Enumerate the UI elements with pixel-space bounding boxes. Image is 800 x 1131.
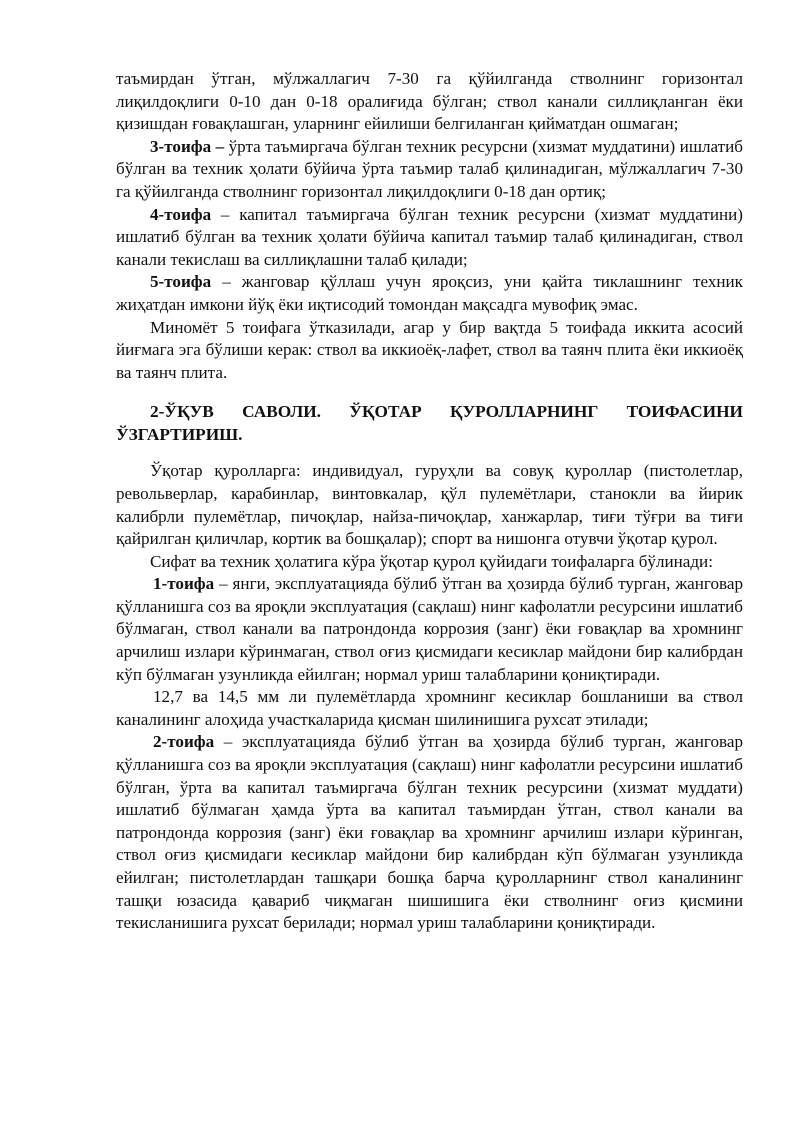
paragraph-category-3 bbox=[116, 136, 743, 204]
category-3-label: 3-тоифа – bbox=[150, 136, 225, 156]
category-2-label: 2-тоифа bbox=[153, 732, 215, 752]
paragraph-mortar: Миномёт 5 тоифага ўтказилади, агар у бир вақтда 5 тоифада иккита асосий йиғмага эга бўлиши керак: ствол ва иккиоёқ-лафет, ствол ва таянч плита ёки иккиоёқ ва таянч плита. bbox=[116, 317, 743, 382]
paragraph-category-4 bbox=[116, 204, 743, 272]
paragraph-category-2 bbox=[116, 731, 743, 934]
category-4-label: 4-тоифа bbox=[150, 204, 212, 224]
paragraph-category-1 bbox=[116, 573, 743, 686]
category-5-label: 5-тоифа bbox=[150, 272, 212, 292]
section-heading: 2-ЎҚУВ САВОЛИ. ЎҚОТАР ҚУРОЛЛАРНИНГ ТОИФАСИНИ ЎЗГАРТИРИШ. bbox=[116, 402, 743, 445]
category-1-label: 1-тоифа bbox=[153, 574, 215, 594]
paragraph-category-5 bbox=[116, 271, 743, 316]
category-3-text: ўрта таъмиргача бўлган техник ресурсни (хизмат муддатини) ишлатиб бўлган ва техник ҳолати бўйича ўрта таъмир талаб қилинадиган, мўлжаллагич 7-30 га қўйилганда стволнинг горизонтал лиқилдоқлиги 0-18 дан ортиқ; bbox=[116, 136, 743, 201]
category-1-text: – янги, эксплуатацияда бўлиб ўтган ва ҳозирда бўлиб турган, жанговар қўлланишга соз ва яроқли эксплуатация (сақлаш) нинг кафолатли ресурсини ишлатиб бўлмаган, ствол канали ва патрондонда коррозия (занг) ёки ғовақлар ва хромнинг арчилиш излари кўринмаган, ствол оғиз қисмидаги кесиклар майдони бир калибрдан кўп бўлмаган узунликда ейилган; нормал уриш талабларини қониқтиради. bbox=[116, 574, 743, 684]
category-4-text: – капитал таъмиргача бўлган техник ресурсни (хизмат муддатини) ишлатиб бўлган ва техник ҳолати бўйича капитал таъмир талаб қилинадиган, ствол канали текислаш ва силлиқлашни талаб қилади; bbox=[116, 204, 743, 269]
paragraph-machine-guns: 12,7 ва 14,5 мм ли пулемётларда хромнинг кесиклар бошланиши ва ствол каналининг алоҳида участкаларида қисман шилинишига рухсат этилади; bbox=[116, 687, 743, 729]
category-2-text: – эксплуатацияда бўлиб ўтган ва ҳозирда бўлиб турган, жанговар қўлланишга соз ва яроқли эксплуатация (сақлаш) нинг кафолатли ресурсини ишлатиб бўлган, ўрта ва капитал таъмиргача бўлган техник ресурсини (хизмат муддати) ишлатиб бўлмаган ҳамда ўрта ва капитал таъмирдан ўтган, ствол канали ва патрондонда коррозия (занг) ёки ғовақлар ва хромнинг арчилиш излари кўринган, ствол оғиз қисмидаги кесиклар майдони бир калибрдан кўп бўлмаган узунликда ейилган; пистолетлардан ташқари бошқа барча қуролларнинг ствол каналининг ташқи юзасида қавариб чиқмаган шишишига ёки стволнинг оғиз қисмини текисланишига рухсат берилади; нормал уриш талабларини қониқтиради. bbox=[116, 732, 743, 933]
paragraph-categories-intro: Сифат ва техник ҳолатига кўра ўқотар қурол қуйидаги тоифаларга бўлинади: bbox=[150, 551, 713, 571]
category-5-text: – жанговар қўллаш учун яроқсиз, уни қайта тиклашнинг техник жиҳатдан имкони йўқ ёки иқтисодий томондан мақсадга мувофиқ эмас. bbox=[116, 272, 743, 314]
paragraph-continuation: таъмирдан ўтган, мўлжаллагич 7-30 га қўйилганда стволнинг горизонтал лиқилдоқлиги 0-10 дан 0-18 оралиғида бўлган; ствол канали силлиқланган ёки қизишдан ғовақлашган, уларнинг ейилиши белгиланган қийматдан ошмаган; bbox=[116, 69, 743, 134]
paragraph-firearms-list: Ўқотар қуролларга: индивидуал, гуруҳли ва совуқ қуроллар (пистолетлар, револьверлар, карабинлар, винтовкалар, қўл пулемётлари, станокли ва йирик калибрли пулемётлар, пичоқлар, найза-пичоқлар, ханжарлар, тиғи тўғри ва тиғи қайрилган қиличлар, кортик ва бошқалар); спорт ва нишонга отувчи ўқотар қурол. bbox=[116, 461, 743, 549]
